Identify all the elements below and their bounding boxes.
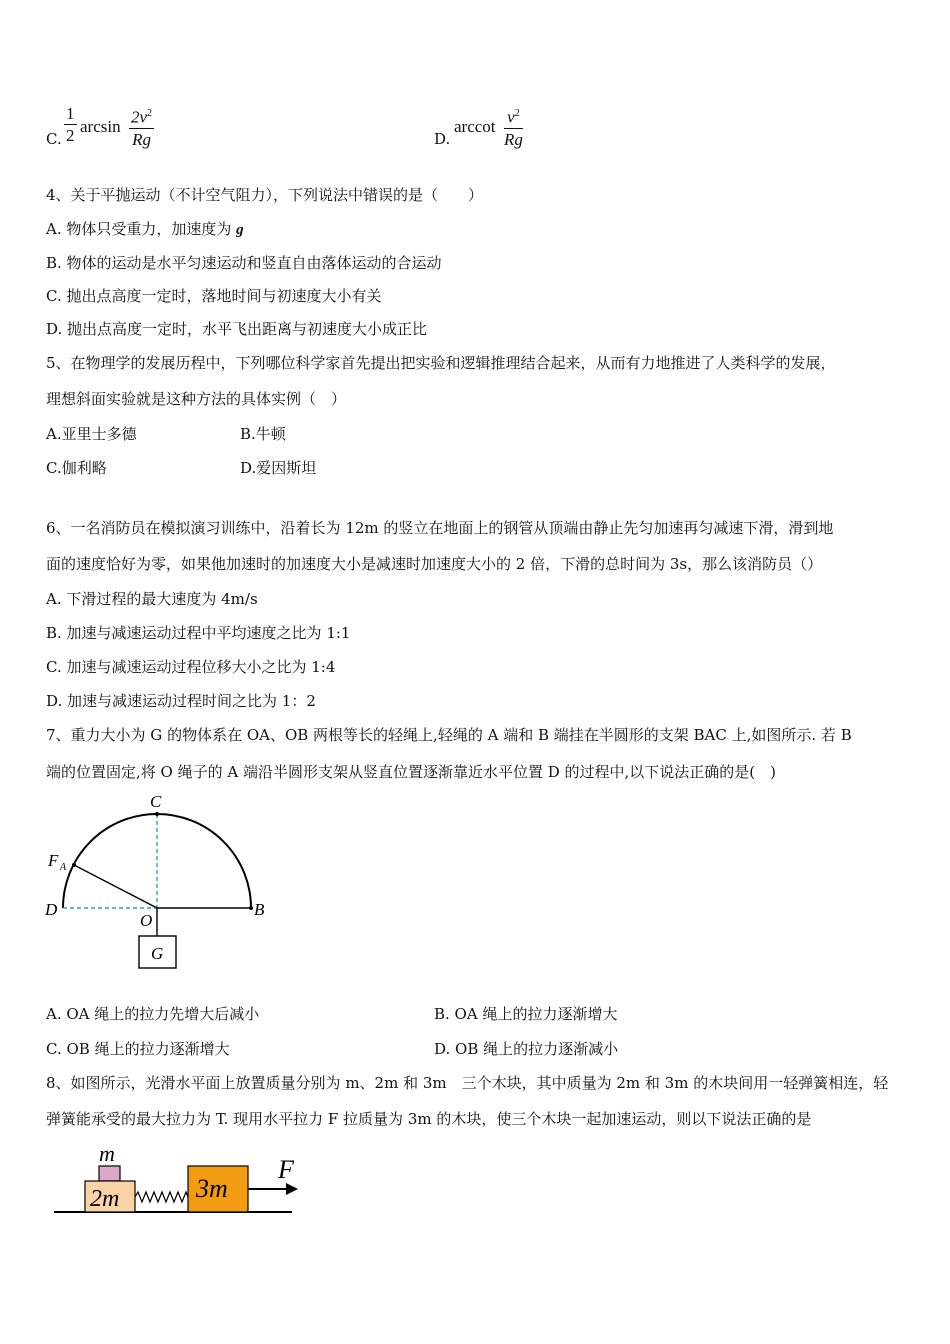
- q7-stem-line2: 端的位置固定,将 O 绳子的 A 端沿半圆形支架从竖直位置逐渐靠近水平位置 D 的过程中,以下说法正确的是( ): [46, 763, 777, 781]
- q5-option-d: D.爱因斯坦: [240, 459, 317, 477]
- q8-label-m: m: [99, 1141, 115, 1166]
- q4-option-d: D. 抛出点高度一定时，水平飞出距离与初速度大小成正比: [46, 320, 428, 338]
- q7-stem-line1: 7、重力大小为 G 的物体系在 OA、OB 两根等长的轻绳上,轻绳的 A 端和 B 端挂在半圆形的支架 BAC 上,如图所示. 若 B: [46, 726, 852, 744]
- q4-stem: 4、关于平抛运动（不计空气阻力），下列说法中错误的是（ ）: [46, 186, 484, 204]
- q7-option-b: B. OA 绳上的拉力逐渐增大: [434, 1005, 618, 1023]
- q7-option-d: D. OB 绳上的拉力逐渐减小: [434, 1040, 619, 1058]
- q8-label-2m: 2m: [90, 1186, 120, 1212]
- q7-semicircle-figure: [40, 788, 280, 978]
- q7-label-b: B: [254, 900, 265, 919]
- q7-label-f: F: [48, 851, 59, 870]
- q8-force-arrow-head: [286, 1183, 298, 1195]
- q8-stem-line2: 弹簧能承受的最大拉力为 T. 现用水平拉力 F 拉质量为 3m 的木块，使三个木块一起加速运动，则以下说法正确的是: [46, 1110, 812, 1128]
- q3-d-fraction: $\frac{v^2}{Rg}$: [504, 104, 523, 151]
- q3-c-label: C.: [46, 130, 62, 148]
- q7-label-a-sub: A: [60, 862, 67, 873]
- q5-option-c: C.伽利略: [46, 459, 107, 477]
- q3-d-label: D.: [434, 130, 451, 148]
- q4-option-a: A. 物体只受重力，加速度为 g: [46, 220, 244, 238]
- q6-option-a: A. 下滑过程的最大速度为 4m/s: [46, 590, 258, 608]
- q8-block-m: [99, 1166, 120, 1181]
- q5-option-b: B.牛顿: [240, 425, 286, 443]
- q7-point-b: [249, 906, 253, 910]
- q6-option-d: D. 加速与减速运动过程时间之比为 1：2: [46, 692, 316, 710]
- q7-label-o: O: [140, 911, 153, 930]
- q3-c-func: arcsin: [80, 117, 121, 136]
- q5-option-a: A.亚里士多德: [46, 425, 137, 443]
- q8-label-f: F: [278, 1155, 294, 1184]
- q7-label-g: G: [151, 944, 164, 963]
- q7-label-d: D: [45, 900, 58, 919]
- q4-option-b: B. 物体的运动是水平匀速运动和竖直自由落体运动的合运动: [46, 254, 442, 272]
- q4-option-c: C. 抛出点高度一定时，落地时间与初速度大小有关: [46, 287, 382, 305]
- q8-spring: [135, 1192, 188, 1202]
- q7-option-a: A. OA 绳上的拉力先增大后减小: [46, 1005, 260, 1023]
- q6-option-b: B. 加速与减速运动过程中平均速度之比为 1:1: [46, 624, 351, 642]
- q5-stem-line2: 理想斜面实验就是这种方法的具体实例（ ）: [46, 390, 347, 408]
- q7-point-c: [155, 812, 159, 816]
- q5-stem-line1: 5、在物理学的发展历程中，下列哪位科学家首先提出把实验和逻辑推理结合起来，从而有力地推进了人类科学的发展，: [46, 354, 836, 372]
- q6-stem-line2: 面的速度恰好为零，如果他加速时的加速度大小是减速时加速度大小的 2 倍，下滑的总时间为 3s，那么该消防员（）: [46, 555, 823, 573]
- q7-oa-rope: [74, 865, 157, 908]
- q3-c-fraction: $\frac{2v^2}{Rg}$: [129, 104, 154, 151]
- q7-point-a: [72, 863, 76, 867]
- q7-option-c: C. OB 绳上的拉力逐渐增大: [46, 1040, 230, 1058]
- q8-stem-line1: 8、如图所示，光滑水平面上放置质量分别为 m、2m 和 3m 三个木块，其中质量为 2m 和 3m 的木块间用一轻弹簧相连，轻: [46, 1074, 889, 1092]
- q3-d-func: arccot: [454, 117, 496, 136]
- q6-stem-line1: 6、一名消防员在模拟演习训练中，沿着长为 12m 的竖立在地面上的钢管从顶端由静止先匀加速再匀减速下滑，滑到地: [46, 519, 834, 537]
- q3-c-coef: $\frac{1}{2}$: [66, 104, 75, 145]
- q8-blocks-figure: [50, 1140, 310, 1220]
- q8-label-3m: 3m: [196, 1174, 228, 1203]
- q6-option-c: C. 加速与减速运动过程位移大小之比为 1:4: [46, 658, 336, 676]
- q7-label-c: C: [150, 792, 162, 811]
